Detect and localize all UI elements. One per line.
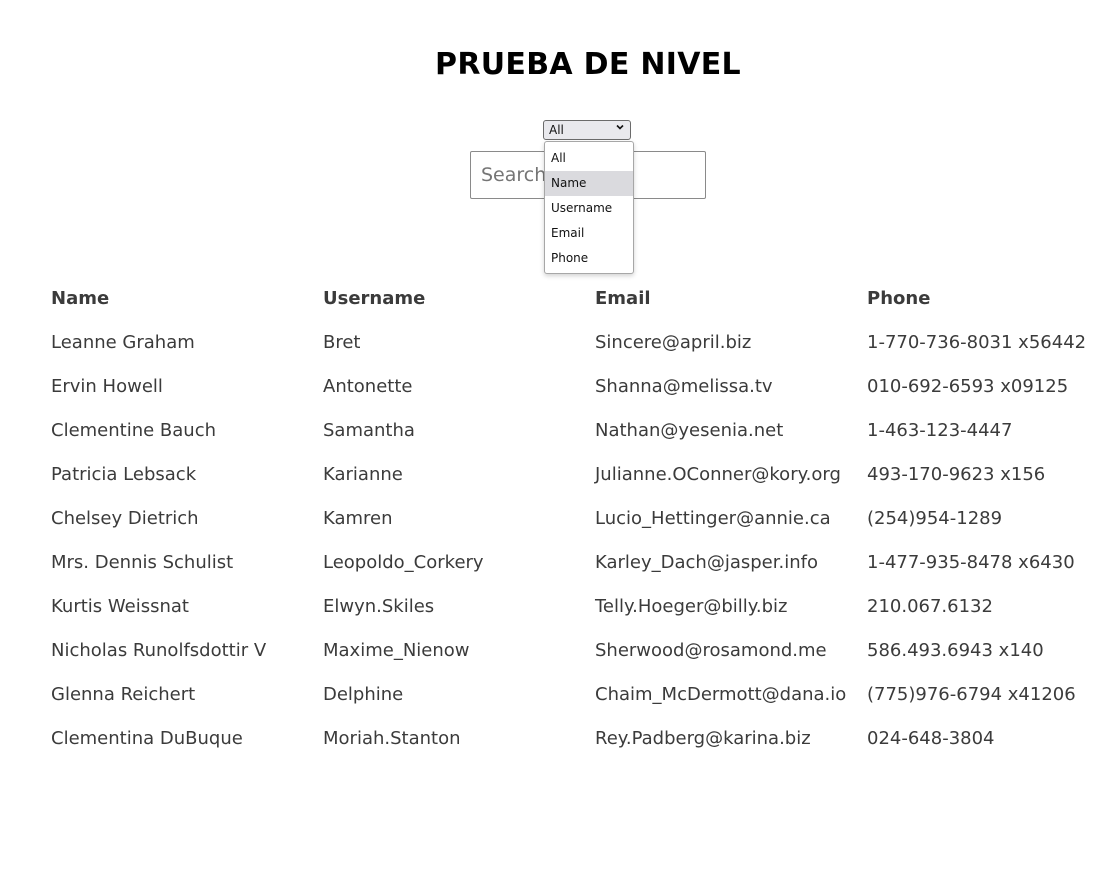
cell-name: Nicholas Runolfsdottir V bbox=[51, 639, 267, 661]
cell-email: Telly.Hoeger@billy.biz bbox=[595, 595, 788, 617]
cell-username: Leopoldo_Corkery bbox=[323, 551, 484, 573]
cell-phone: 010-692-6593 x09125 bbox=[867, 375, 1069, 397]
table-header-row bbox=[43, 276, 1094, 320]
filter-select[interactable] bbox=[543, 120, 631, 140]
table-row bbox=[43, 320, 1094, 364]
cell-name: Leanne Graham bbox=[51, 331, 195, 353]
cell-email: Lucio_Hettinger@annie.ca bbox=[595, 507, 831, 529]
table-row bbox=[43, 540, 1094, 584]
cell-phone: (775)976-6794 x41206 bbox=[867, 683, 1076, 705]
cell-phone: 1-770-736-8031 x56442 bbox=[867, 331, 1087, 353]
cell-phone: 024-648-3804 bbox=[867, 727, 995, 749]
table-row bbox=[43, 496, 1094, 540]
column-header-phone: Phone bbox=[867, 287, 931, 309]
cell-email: Shanna@melissa.tv bbox=[595, 375, 773, 397]
cell-username: Bret bbox=[323, 331, 361, 353]
cell-name: Clementina DuBuque bbox=[51, 727, 243, 749]
cell-username: Karianne bbox=[323, 463, 403, 485]
filter-option-all[interactable]: All bbox=[551, 151, 566, 165]
cell-email: Sherwood@rosamond.me bbox=[595, 639, 827, 661]
cell-username: Delphine bbox=[323, 683, 404, 705]
cell-name: Mrs. Dennis Schulist bbox=[51, 551, 234, 573]
filter-dropdown-list bbox=[544, 141, 634, 274]
users-table bbox=[43, 276, 1094, 760]
table-row bbox=[43, 364, 1094, 408]
cell-phone: 210.067.6132 bbox=[867, 595, 993, 617]
table-row bbox=[43, 716, 1094, 760]
cell-username: Samantha bbox=[323, 419, 415, 441]
filter-option-email[interactable]: Email bbox=[551, 226, 585, 240]
filter-option-username[interactable]: Username bbox=[551, 201, 613, 215]
table-row bbox=[43, 408, 1094, 452]
table-body bbox=[43, 320, 1094, 760]
column-header-username: Username bbox=[323, 287, 426, 309]
filter-option-name[interactable]: Name bbox=[545, 171, 633, 196]
table-row bbox=[43, 584, 1094, 628]
cell-name: Clementine Bauch bbox=[51, 419, 217, 441]
page-title: PRUEBA DE NIVEL bbox=[435, 47, 741, 82]
cell-email: Sincere@april.biz bbox=[595, 331, 752, 353]
cell-name: Chelsey Dietrich bbox=[51, 507, 199, 529]
chevron-down-icon bbox=[615, 122, 625, 136]
cell-email: Chaim_McDermott@dana.io bbox=[595, 683, 847, 705]
filter-option-phone[interactable]: Phone bbox=[551, 251, 589, 265]
cell-phone: 1-463-123-4447 bbox=[867, 419, 1013, 441]
cell-username: Moriah.Stanton bbox=[323, 727, 461, 749]
cell-phone: 586.493.6943 x140 bbox=[867, 639, 1044, 661]
column-header-email: Email bbox=[595, 287, 651, 309]
cell-phone: (254)954-1289 bbox=[867, 507, 1003, 529]
cell-username: Elwyn.Skiles bbox=[323, 595, 435, 617]
table-row bbox=[43, 452, 1094, 496]
cell-email: Julianne.OConner@kory.org bbox=[595, 463, 841, 485]
table-row bbox=[43, 628, 1094, 672]
cell-phone: 1-477-935-8478 x6430 bbox=[867, 551, 1075, 573]
cell-username: Maxime_Nienow bbox=[323, 639, 470, 661]
cell-email: Rey.Padberg@karina.biz bbox=[595, 727, 811, 749]
cell-email: Nathan@yesenia.net bbox=[595, 419, 784, 441]
column-header-name: Name bbox=[51, 287, 110, 309]
cell-name: Glenna Reichert bbox=[51, 683, 196, 705]
cell-phone: 493-170-9623 x156 bbox=[867, 463, 1046, 485]
cell-username: Antonette bbox=[323, 375, 413, 397]
cell-email: Karley_Dach@jasper.info bbox=[595, 551, 818, 573]
cell-username: Kamren bbox=[323, 507, 393, 529]
cell-name: Kurtis Weissnat bbox=[51, 595, 189, 617]
cell-name: Ervin Howell bbox=[51, 375, 163, 397]
cell-name: Patricia Lebsack bbox=[51, 463, 197, 485]
filter-select-value: All bbox=[549, 123, 564, 137]
table-row bbox=[43, 672, 1094, 716]
